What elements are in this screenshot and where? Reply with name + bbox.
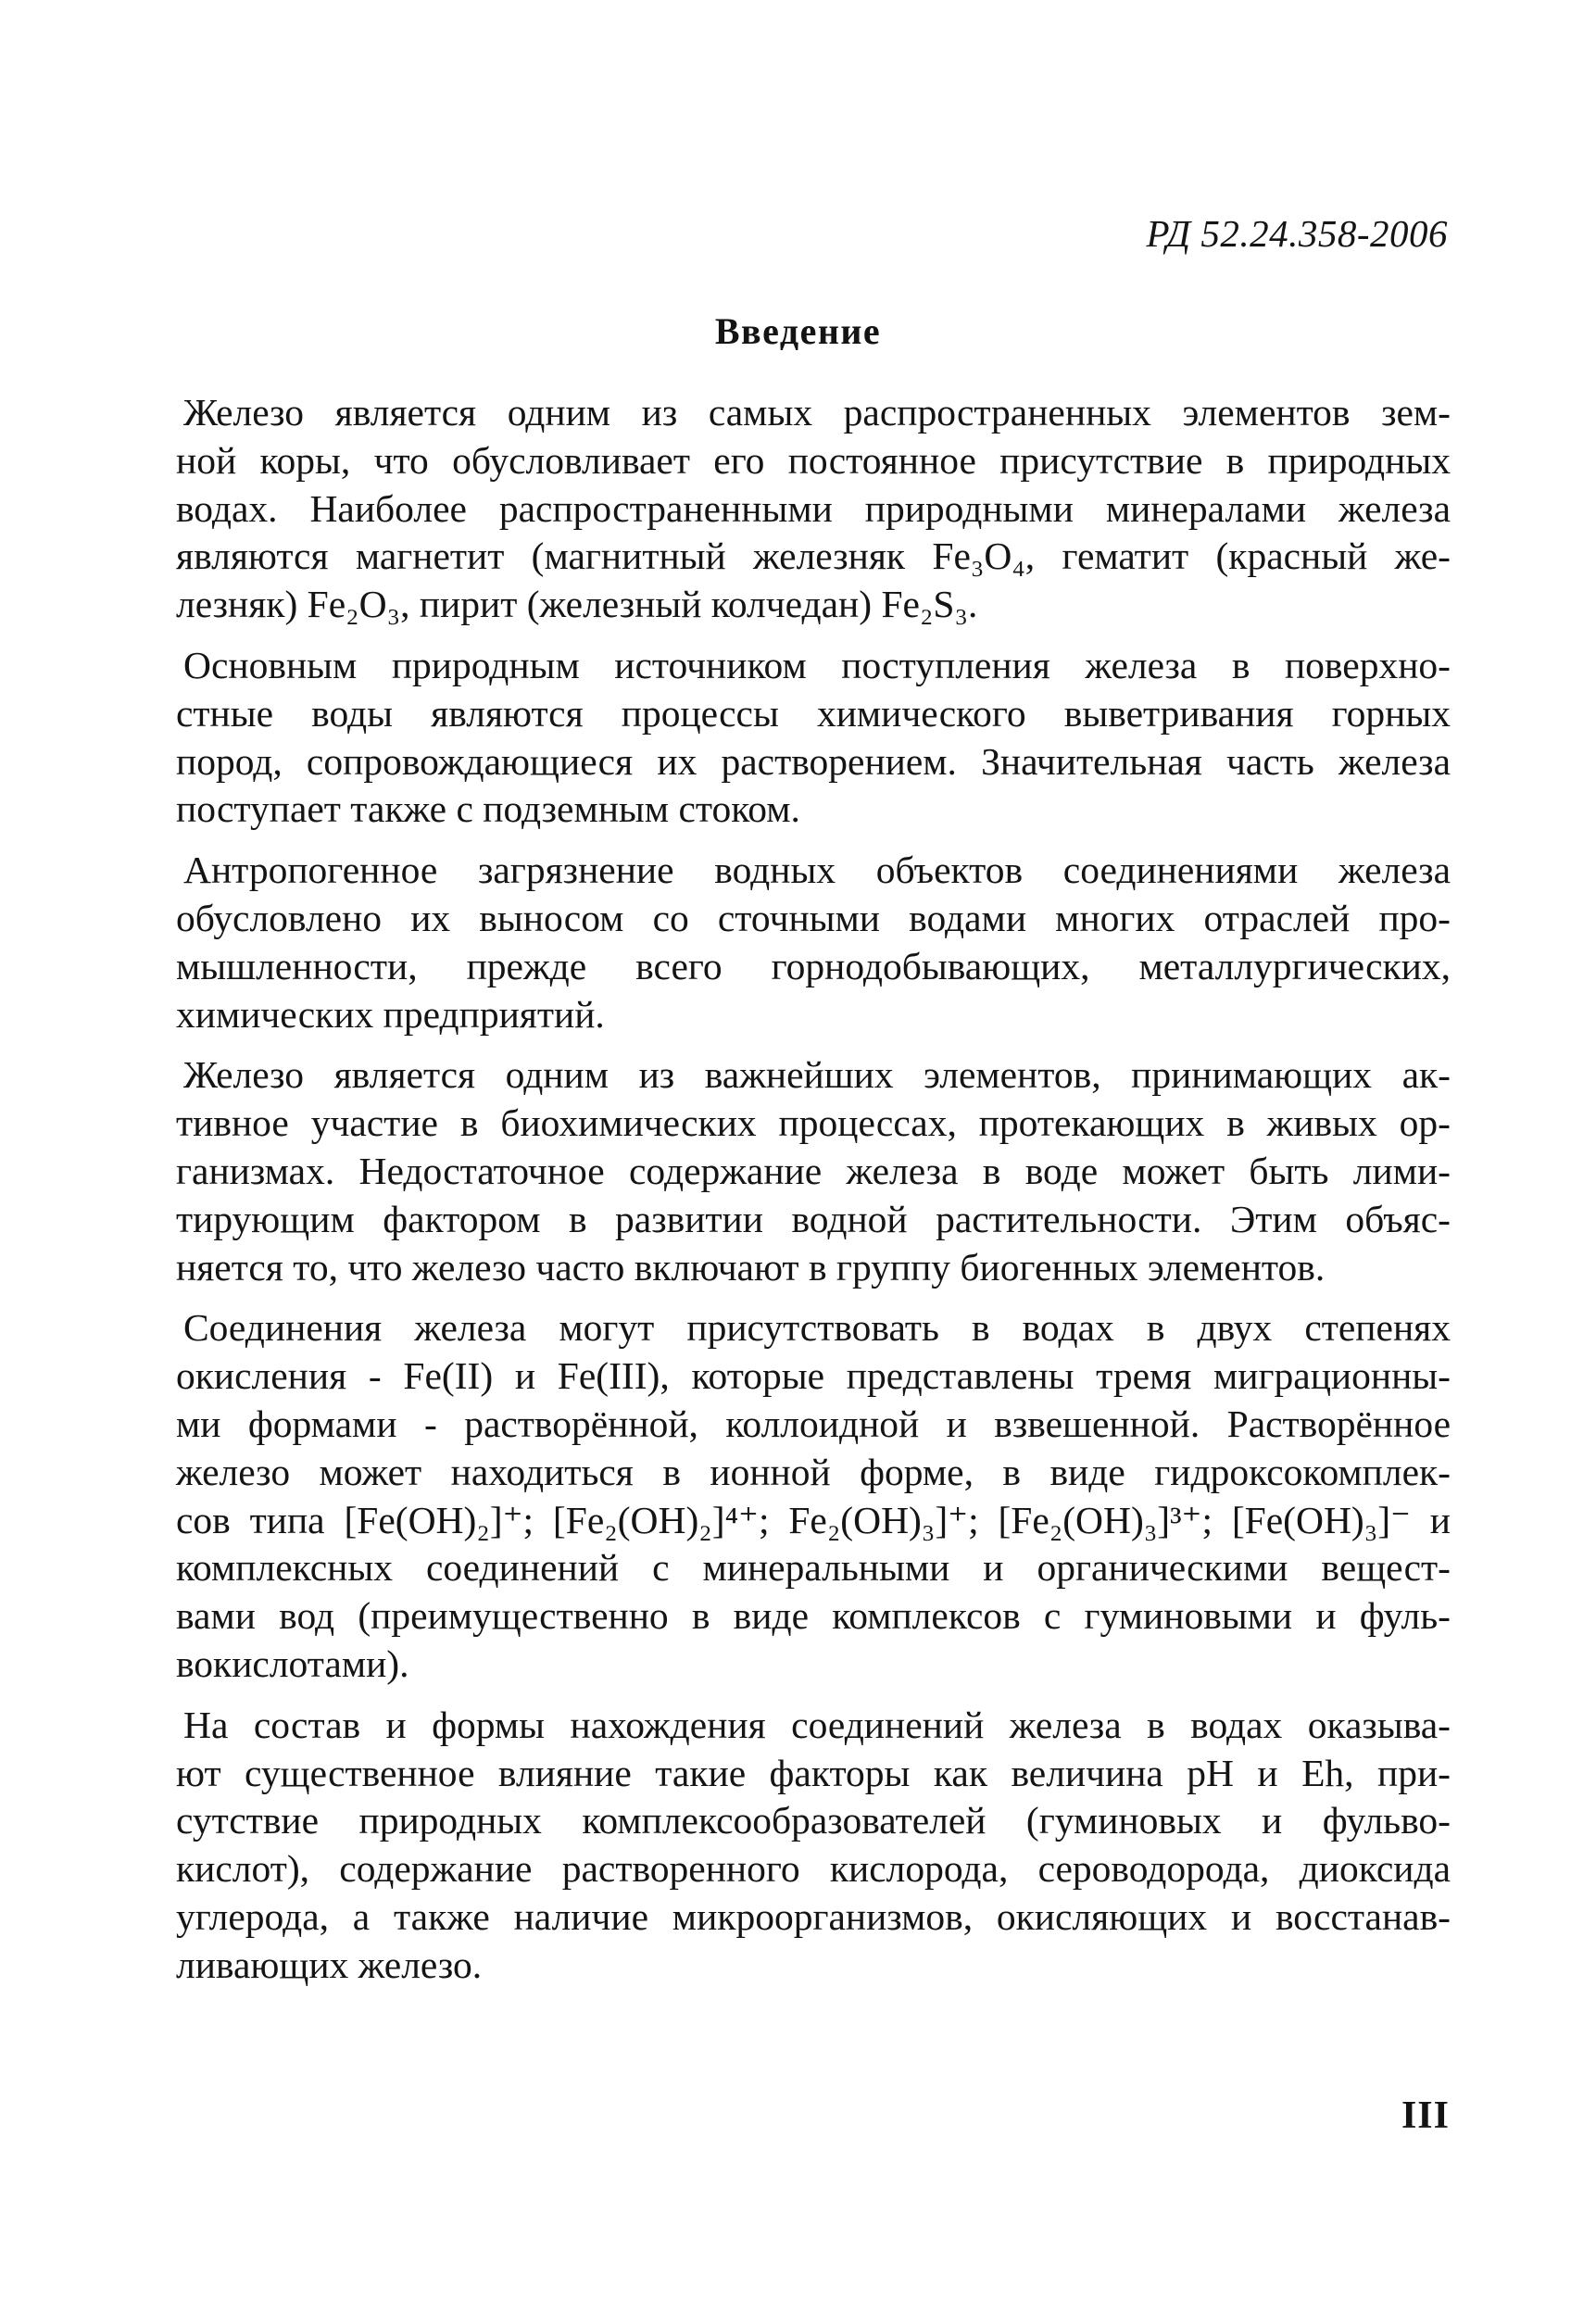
text-line: водах. Наиболее распространенными природными минералами железа xyxy=(176,486,1451,530)
text-line: окисления - Fe(II) и Fe(III), которые представлены тремя миграционны- xyxy=(176,1354,1451,1398)
text-line: няется то, что железо часто включают в группу биогенных элементов. xyxy=(176,1245,1326,1289)
text-line: кислот), содержание растворенного кислорода, сероводорода, диоксида xyxy=(176,1847,1451,1891)
text-line: комплексных соединений с минеральными и органическими вещест- xyxy=(176,1546,1451,1590)
text-line: железо может находиться в ионной форме, в виде гидроксокомплек- xyxy=(176,1450,1451,1493)
body-text xyxy=(176,389,1451,2003)
text-line: На состав и формы нахождения соединений железа в водах оказыва- xyxy=(183,1703,1451,1746)
text-line: поступает также с подземным стоком. xyxy=(176,787,800,831)
paragraph-1 xyxy=(176,389,1451,629)
text-line: Соединения железа могут присутствовать в водах в двух степенях xyxy=(183,1306,1451,1350)
text-line: тирующим фактором в развитии водной растительности. Этим объяс- xyxy=(176,1197,1451,1240)
text-line: химических предприятий. xyxy=(176,992,605,1036)
text-line: ливающих железо. xyxy=(176,1943,483,1986)
text-line: ной коры, что обусловливает его постоянное присутствие в природных xyxy=(176,438,1451,482)
text-line: являются магнетит (магнитный железняк Fe₃O₄, гематит (красный же- xyxy=(176,534,1451,578)
paragraph-3 xyxy=(176,847,1451,1038)
text-line: углерода, а также наличие микроорганизмов, окисляющих и восстанав- xyxy=(176,1894,1451,1938)
text-line: вами вод (преимущественно в виде комплексов с гуминовыми и фуль- xyxy=(176,1594,1451,1638)
text-line: пород, сопровождающиеся их растворением. Значительная часть железа xyxy=(176,739,1451,783)
text-line: Железо является одним из самых распространенных элементов зем- xyxy=(183,391,1451,434)
paragraph-6 xyxy=(176,1702,1451,1990)
text-line: Железо является одним из важнейших элементов, принимающих ак- xyxy=(183,1053,1451,1097)
text-line: сутствие природных комплексообразователей (гуминовых и фульво- xyxy=(176,1799,1451,1842)
text-line: мышленности, прежде всего горнодобывающих, металлургических, xyxy=(176,944,1451,987)
text-line: стные воды являются процессы химического выветривания горных xyxy=(176,691,1451,735)
paragraph-5 xyxy=(176,1304,1451,1688)
document-code: РД 52.24.358-2006 xyxy=(1146,212,1448,255)
text-line: лезняк) Fe₂O₃, пирит (железный колчедан) Fe₂S₃. xyxy=(176,583,978,626)
text-line: обусловлено их выносом со сточными водами многих отраслей про- xyxy=(176,896,1451,939)
paragraph-2 xyxy=(176,642,1451,834)
text-line: вокислотами). xyxy=(176,1641,409,1685)
text-line: ми формами - растворённой, коллоидной и взвешенной. Растворённое xyxy=(176,1402,1451,1445)
text-line: тивное участие в биохимических процессах, протекающих в живых ор- xyxy=(176,1101,1451,1145)
text-line: Основным природным источником поступления железа в поверхно- xyxy=(183,643,1451,686)
text-line: ганизмах. Недостаточное содержание железа в воде может быть лими- xyxy=(176,1149,1451,1192)
page-title: Введение xyxy=(714,310,882,352)
paragraph-4 xyxy=(176,1051,1451,1291)
text-line: ют существенное влияние такие факторы как величина pH и Eh, при- xyxy=(176,1751,1451,1794)
text-line: Антропогенное загрязнение водных объектов соединениями железа xyxy=(183,849,1451,892)
page-number: III xyxy=(1401,2094,1450,2137)
text-line: сов типа [Fe(OH)₂]⁺; [Fe₂(OH)₂]⁴⁺; Fe₂(OH)₃]⁺; [Fe₂(OH)₃]³⁺; [Fe(OH)₃]⁻ и xyxy=(176,1498,1451,1541)
